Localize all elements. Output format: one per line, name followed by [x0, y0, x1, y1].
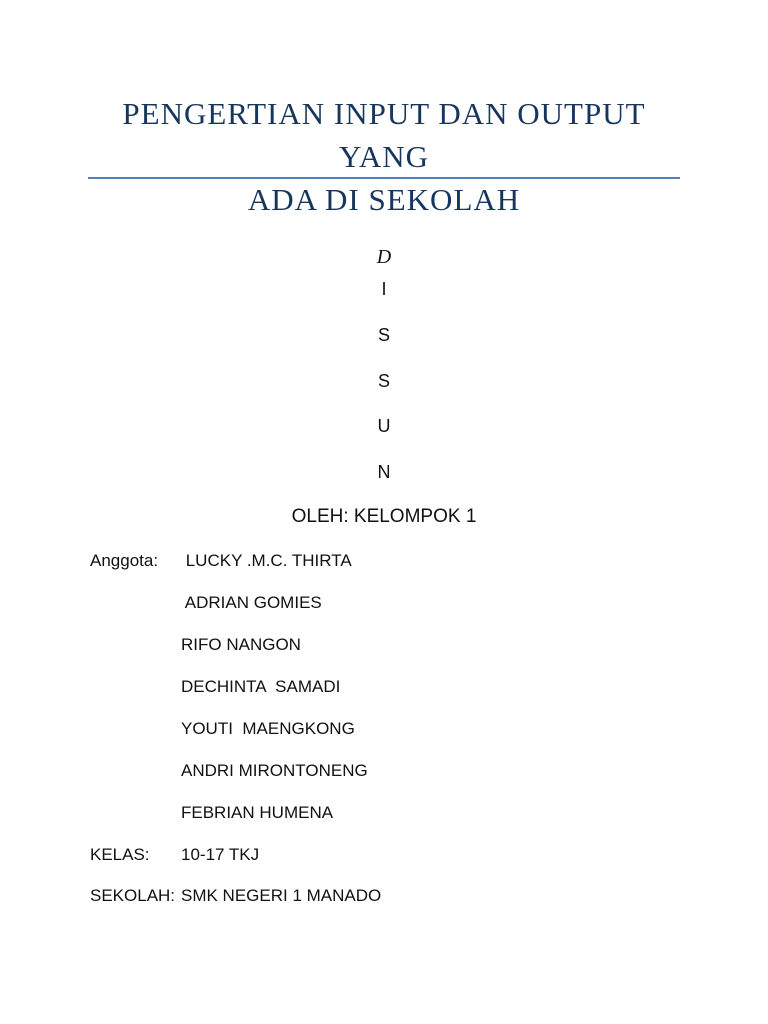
- vertical-letter-1: D: [376, 246, 392, 268]
- group-heading: OLEH: KELOMPOK 1: [291, 506, 477, 527]
- vertical-letter-5: U: [377, 416, 391, 436]
- vertical-letter-3: S: [377, 325, 390, 345]
- vertical-letter-2: I: [381, 279, 387, 299]
- title-line-2: ADA DI SEKOLAH: [247, 182, 521, 217]
- member-3: RIFO NANGON: [181, 635, 301, 654]
- member-4: DECHINTA SAMADI: [181, 677, 341, 696]
- member-6: ANDRI MIRONTONENG: [181, 761, 368, 780]
- vertical-letter-6: N: [377, 462, 391, 482]
- member-1: LUCKY .M.C. THIRTA: [181, 551, 352, 570]
- member-5: YOUTI MAENGKONG: [181, 719, 355, 738]
- kelas-label: KELAS:: [90, 845, 150, 864]
- member-7: FEBRIAN HUMENA: [181, 803, 334, 822]
- vertical-letter-4: S: [377, 371, 390, 391]
- document-title: [88, 92, 680, 221]
- sekolah-value: SMK NEGERI 1 MANADO: [181, 886, 382, 905]
- title-underline: [88, 177, 680, 179]
- member-2: ADRIAN GOMIES: [181, 593, 322, 612]
- anggota-label: Anggota:: [90, 551, 159, 570]
- title-line-1: PENGERTIAN INPUT DAN OUTPUT YANG: [122, 96, 646, 174]
- sekolah-label: SEKOLAH:: [90, 886, 176, 905]
- kelas-value: 10-17 TKJ: [181, 845, 260, 864]
